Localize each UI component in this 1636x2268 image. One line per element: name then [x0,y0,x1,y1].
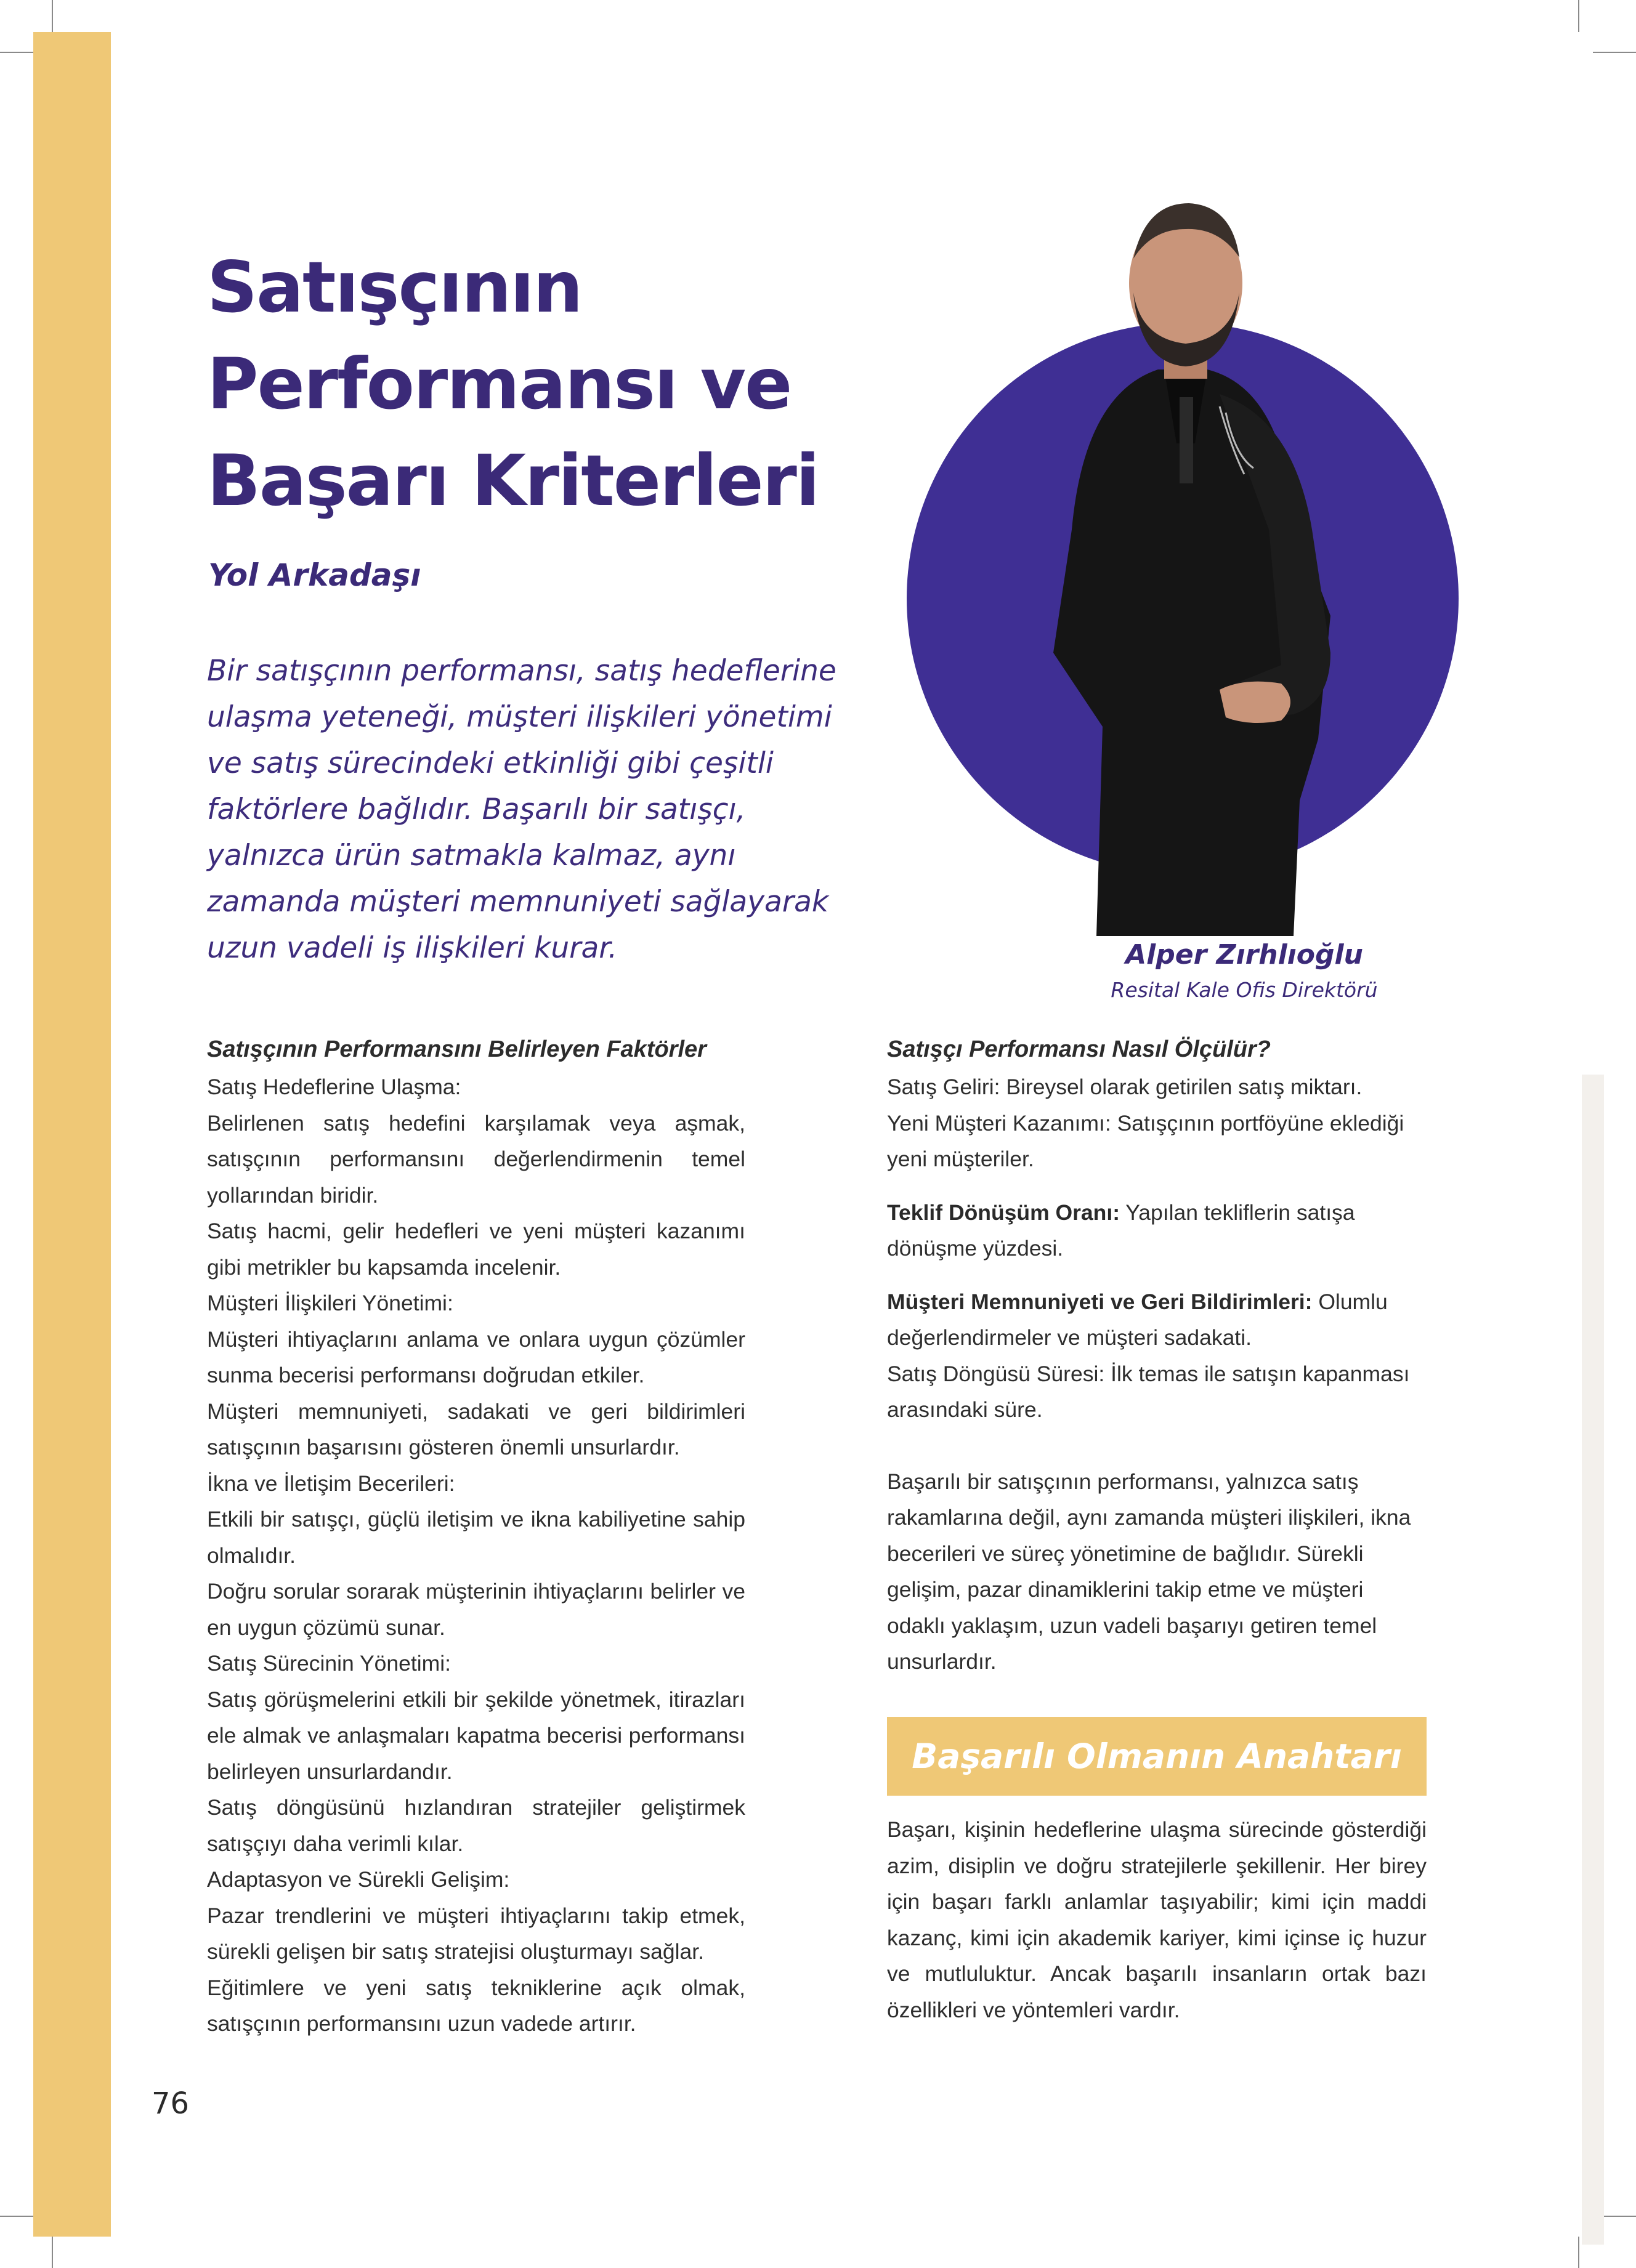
paragraph: Satış döngüsünü hızlandıran stratejiler geliştirmek satışçıyı daha verimli kılar. [207,1795,745,1856]
title-line: Başarı Kriterleri [207,440,819,522]
right-edge-band [1582,1075,1604,2245]
page-title [207,239,915,529]
paragraph: Müşteri İlişkileri Yönetimi: [207,1291,453,1315]
subtitle: Yol Arkadaşı [208,557,421,593]
paragraph: Satış hacmi, gelir hedefleri ve yeni müşteri kazanımı gibi metrikler bu kapsamda incelenir. [207,1219,745,1280]
paragraph: Satış görüşmelerini etkili bir şekilde yönetmek, itirazları ele almak ve anlaşmaları kapatma becerisi performansı belirleyen unsurlardandır. [207,1687,745,1784]
paragraph: Satış Döngüsü Süresi: İlk temas ile satışın kapanması arasındaki süre. [887,1361,1410,1422]
left-column-heading: Satışçının Performansını Belirleyen Faktörler [207,1036,707,1062]
crop-mark [52,0,53,32]
paragraph [887,1284,1427,1356]
term-label: Teklif Dönüşüm Oranı: [887,1200,1120,1225]
right-column-heading: Satışçı Performansı Nasıl Ölçülür? [887,1036,1271,1062]
crop-mark [0,52,33,53]
paragraph [887,1195,1427,1267]
key-section-title: Başarılı Olmanın Anahtarı [912,1737,1402,1776]
lead-paragraph: Bir satışçının performansı, satış hedeflerine ulaşma yeteneği, müşteri ilişkileri yönetimi ve satış sürecindeki etkinliği gibi çeşitli faktörlere bağlıdır. Başarılı bir satışçı, yalnızca ürün satmakla kalmaz, aynı zamanda müşteri memnuniyeti sağlayarak uzun vadeli iş ilişkileri kurar. [207,654,836,965]
crop-mark [1593,52,1636,53]
side-accent-band [33,32,111,2237]
crop-mark [52,2237,53,2268]
paragraph: Eğitimlere ve yeni satış tekniklerine açık olmak, satışçının performansını uzun vadede artırır. [207,1975,745,2036]
title-line: Satışçının [207,246,582,328]
author-name: Alper Zırhlıoğlu [1125,939,1363,971]
term-text: Olumlu değerlendirmeler ve müşteri sadakati. [887,1289,1388,1350]
tie [1180,397,1193,483]
key-section-banner [887,1717,1427,1796]
title-line: Performansı ve [207,343,792,425]
paragraph: Müşteri ihtiyaçlarını anlama ve onlara uygun çözümler sunma becerisi performansı doğrudan etkiler. [207,1326,745,1387]
author-portrait [899,185,1466,936]
paragraph: Müşteri memnuniyeti, sadakati ve geri bildirimleri satışçının başarısını gösteren önemli unsurlardır. [207,1398,745,1459]
paragraph: Satış Hedeflerine Ulaşma: [207,1075,461,1099]
key-section-text: Başarı, kişinin hedeflerine ulaşma sürecinde gösterdiği azim, disiplin ve doğru stratejilerle şekillenir. Her birey için başarı farklı anlamlar taşıyabilir; kimi için maddi kazanç, kimi için akademik kariyer, kimi içinse iç huzur ve mutluluktur. Ancak başarılı insanların ortak bazı özellikleri ve yöntemleri vardır. [887,1817,1427,2022]
term-text: Yapılan tekliflerin satışa dönüşme yüzdesi. [887,1200,1355,1261]
paragraph: Satış Geliri: Bireysel olarak getirilen satış miktarı. [887,1075,1363,1099]
paragraph: İkna ve İletişim Becerileri: [207,1471,455,1496]
term-label: Müşteri Memnuniyeti ve Geri Bildirimleri: [887,1289,1313,1314]
paragraph: Adaptasyon ve Sürekli Gelişim: [207,1867,510,1892]
hand [1220,682,1290,723]
paragraph: Yeni Müşteri Kazanımı: Satışçının portföyüne eklediği yeni müşteriler. [887,1110,1404,1171]
paragraph: Doğru sorular sorarak müşterinin ihtiyaçlarını belirler ve en uygun çözümü sunar. [207,1579,745,1640]
crop-mark [0,2216,33,2217]
paragraph: Etkili bir satışçı, güçlü iletişim ve ikna kabiliyetine sahip olmalıdır. [207,1507,745,1568]
author-role: Resital Kale Ofis Direktörü [1111,978,1378,1002]
page-number: 76 [152,2086,190,2121]
paragraph: Belirlenen satış hedefini karşılamak veya aşmak, satışçının performansını değerlendirmenin temel yollarından biridir. [207,1110,745,1208]
left-column [207,1030,745,2042]
crop-mark [1578,0,1579,32]
crop-mark [1578,2237,1579,2268]
paragraph: Pazar trendlerini ve müşteri ihtiyaçlarını takip etmek, sürekli gelişen bir satış stratejisi oluşturmayı sağlar. [207,1903,745,1964]
right-column [887,1030,1427,1680]
paragraph: Başarılı bir satışçının performansı, yalnızca satış rakamlarına değil, aynı zamanda müşteri ilişkileri, ikna becerileri ve süreç yönetimine de bağlıdır. Sürekli gelişim, pazar dinamiklerini takip etme ve müşteri odaklı yaklaşım, uzun vadeli başarıyı getiren temel unsurlardır. [887,1469,1411,1674]
paragraph: Satış Sürecinin Yönetimi: [207,1651,451,1676]
